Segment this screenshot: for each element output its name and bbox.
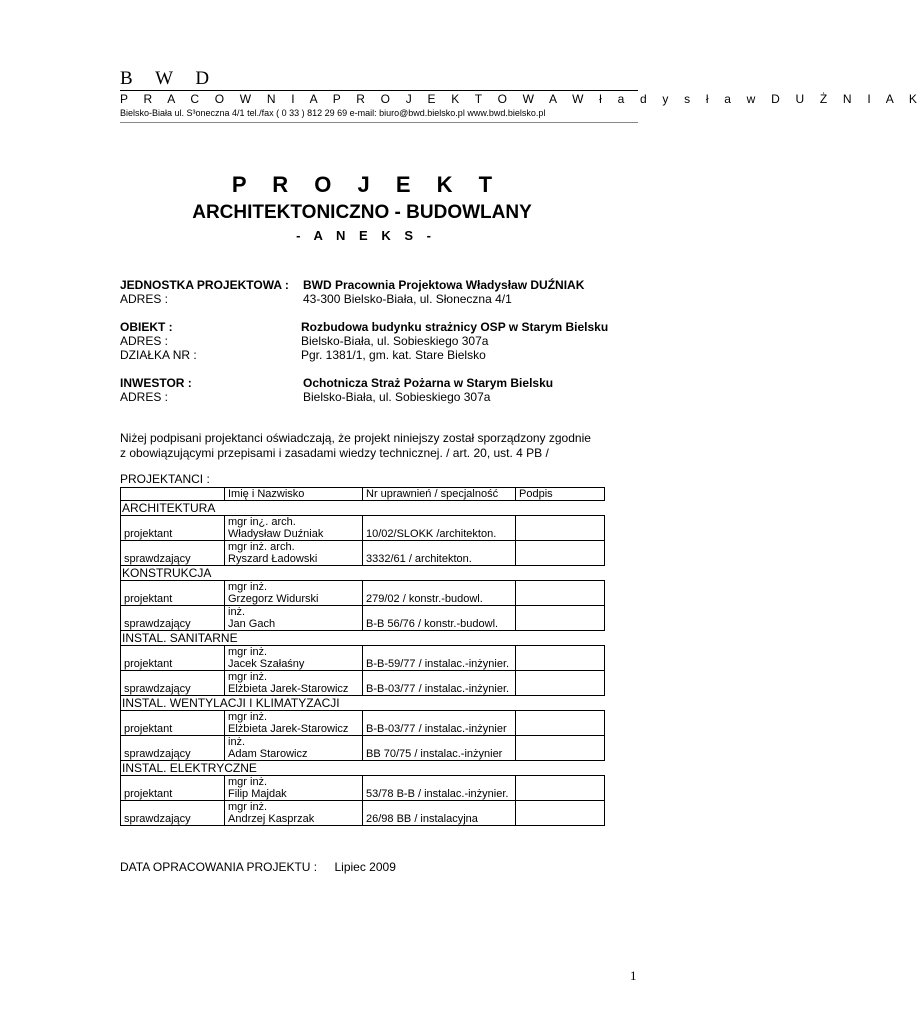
- designer-title: mgr inż.: [228, 776, 268, 788]
- designer-name: Andrzej Kasprzak: [228, 813, 315, 825]
- table-row: [121, 736, 605, 761]
- header-cell: Podpis: [516, 488, 605, 501]
- signature-cell: [516, 581, 605, 606]
- designer-name: Elżbieta Jarek-Starowicz: [228, 683, 349, 695]
- designer-title: mgr in¿. arch.: [228, 516, 296, 528]
- section-title: KONSTRUKCJA: [121, 566, 605, 581]
- name-cell: [225, 671, 363, 696]
- unit-address-label: ADRES :: [120, 292, 169, 306]
- section-row: [121, 761, 605, 776]
- doc-title: P R O J E K T: [231, 172, 503, 197]
- role-cell: sprawdzający: [121, 541, 225, 566]
- designer-title: inż.: [228, 606, 246, 618]
- doc-annex-label: - A N E K S -: [296, 228, 436, 243]
- designers-table: [120, 487, 605, 826]
- date-label: DATA OPRACOWANIA PROJEKTU :: [120, 860, 318, 874]
- header-cell: Nr uprawnień / specjalność: [363, 488, 516, 501]
- name-cell: [225, 711, 363, 736]
- designers-label: PROJEKTANCI :: [120, 472, 210, 486]
- name-cell: [225, 516, 363, 541]
- header-divider-bottom: [120, 122, 638, 123]
- section-row: [121, 566, 605, 581]
- declaration-text: [120, 431, 591, 461]
- plot-label: DZIAŁKA NR :: [120, 348, 197, 362]
- role-cell: projektant: [121, 711, 225, 736]
- name-cell: [225, 541, 363, 566]
- signature-cell: [516, 516, 605, 541]
- designer-title: inż.: [228, 736, 246, 748]
- license-cell: 10/02/SLOKK /architekton.: [363, 516, 516, 541]
- designer-name: Grzegorz Widurski: [228, 593, 319, 605]
- license-cell: B-B-03/77 / instalac.-inżynier: [363, 711, 516, 736]
- table-row: [121, 801, 605, 826]
- designer-title: mgr inż.: [228, 646, 268, 658]
- license-cell: B-B-59/77 / instalac.-inżynier.: [363, 646, 516, 671]
- company-logo: B W D: [120, 68, 219, 89]
- section-title: INSTAL. ELEKTRYCZNE: [121, 761, 605, 776]
- signature-cell: [516, 541, 605, 566]
- designer-title: mgr inż.: [228, 711, 268, 723]
- designer-name: Władysław Duźniak: [228, 528, 324, 540]
- role-cell: projektant: [121, 776, 225, 801]
- role-cell: sprawdzający: [121, 671, 225, 696]
- license-cell: 3332/61 / architekton.: [363, 541, 516, 566]
- declaration-line: z obowiązującymi przepisami i zasadami wiedzy technicznej. / art. 20, ust. 4 PB /: [120, 446, 549, 460]
- name-cell: [225, 736, 363, 761]
- investor-address-label: ADRES :: [120, 390, 169, 404]
- table-row: [121, 711, 605, 736]
- investor-label: INWESTOR :: [120, 376, 192, 390]
- designer-title: mgr inż.: [228, 671, 268, 683]
- section-title: INSTAL. SANITARNE: [121, 631, 605, 646]
- signature-cell: [516, 646, 605, 671]
- designer-name: Ryszard Ładowski: [228, 553, 318, 565]
- signature-cell: [516, 711, 605, 736]
- license-cell: B-B-03/77 / instalac.-inżynier.: [363, 671, 516, 696]
- license-cell: 53/78 B-B / instalac.-inżynier.: [363, 776, 516, 801]
- object-label: OBIEKT :: [120, 320, 173, 334]
- table-row: [121, 516, 605, 541]
- designer-title: mgr inż. arch.: [228, 541, 295, 553]
- header-divider: [120, 90, 638, 91]
- section-row: [121, 631, 605, 646]
- role-cell: sprawdzający: [121, 606, 225, 631]
- plot-value: Pgr. 1381/1, gm. kat. Stare Bielsko: [301, 348, 486, 362]
- designer-name: Filip Majdak: [228, 788, 287, 800]
- section-row: [121, 696, 605, 711]
- section-title: INSTAL. WENTYLACJI I KLIMATYZACJI: [121, 696, 605, 711]
- object-value: Rozbudowa budynku strażnicy OSP w Starym Bielsku: [301, 320, 609, 334]
- license-cell: BB 70/75 / instalac.-inżynier: [363, 736, 516, 761]
- page-number: 1: [630, 968, 637, 983]
- signature-cell: [516, 736, 605, 761]
- table-row: [121, 606, 605, 631]
- unit-value: BWD Pracownia Projektowa Władysław DUŹNIAK: [303, 278, 585, 292]
- role-cell: projektant: [121, 646, 225, 671]
- firm-address: Bielsko-Biała ul. S³oneczna 4/1 tel./fax ( 0 33 ) 812 29 69 e-mail: biuro@bwd.bielsko.pl www.bwd.bielsko.pl: [120, 108, 546, 118]
- role-cell: projektant: [121, 581, 225, 606]
- firm-name: P R A C O W N I A P R O J E K T O W A W ł a d y s ł a w D U Ż N I A K: [120, 92, 923, 106]
- table-row: [121, 671, 605, 696]
- unit-label: JEDNOSTKA PROJEKTOWA :: [120, 278, 289, 292]
- name-cell: [225, 646, 363, 671]
- section-title: ARCHITEKTURA: [121, 501, 605, 516]
- role-cell: projektant: [121, 516, 225, 541]
- designer-name: Elżbieta Jarek-Starowicz: [228, 723, 349, 735]
- role-cell: sprawdzający: [121, 736, 225, 761]
- designer-title: mgr inż.: [228, 801, 268, 813]
- unit-address-value: 43-300 Bielsko-Biała, ul. Słoneczna 4/1: [303, 292, 512, 306]
- name-cell: [225, 581, 363, 606]
- table-header-row: [121, 488, 605, 501]
- license-cell: 279/02 / konstr.-budowl.: [363, 581, 516, 606]
- name-cell: [225, 606, 363, 631]
- designer-name: Adam Starowicz: [228, 748, 308, 760]
- name-cell: [225, 776, 363, 801]
- table-row: [121, 581, 605, 606]
- table-row: [121, 541, 605, 566]
- signature-cell: [516, 776, 605, 801]
- signature-cell: [516, 801, 605, 826]
- header-cell: Imię i Nazwisko: [225, 488, 363, 501]
- investor-value: Ochotnicza Straż Pożarna w Starym Bielsku: [303, 376, 554, 390]
- table-row: [121, 776, 605, 801]
- doc-subtitle: ARCHITEKTONICZNO - BUDOWLANY: [192, 202, 532, 223]
- object-address-label: ADRES :: [120, 334, 169, 348]
- designer-name: Jacek Szałaśny: [228, 658, 305, 670]
- signature-cell: [516, 671, 605, 696]
- role-cell: sprawdzający: [121, 801, 225, 826]
- name-cell: [225, 801, 363, 826]
- designer-title: mgr inż.: [228, 581, 268, 593]
- designer-name: Jan Gach: [228, 618, 276, 630]
- table-row: [121, 646, 605, 671]
- license-cell: 26/98 BB / instalacyjna: [363, 801, 516, 826]
- declaration-line: Niżej podpisani projektanci oświadczają, że projekt niniejszy został sporządzony zgodnie: [120, 431, 591, 445]
- investor-address-value: Bielsko-Biała, ul. Sobieskiego 307a: [303, 390, 491, 404]
- signature-cell: [516, 606, 605, 631]
- project-date: [120, 860, 396, 874]
- license-cell: B-B 56/76 / konstr.-budowl.: [363, 606, 516, 631]
- object-address-value: Bielsko-Biała, ul. Sobieskiego 307a: [301, 334, 489, 348]
- section-row: [121, 501, 605, 516]
- date-value: Lipiec 2009: [334, 860, 396, 874]
- header-cell: [121, 488, 225, 501]
